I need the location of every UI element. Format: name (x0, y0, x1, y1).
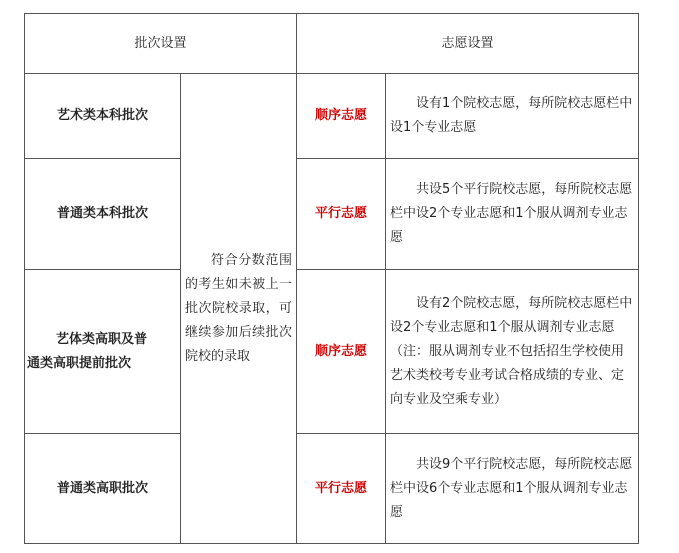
volunteer-type-label: 平行志愿 (315, 206, 368, 221)
volunteer-description: 共设9个平行院校志愿，每所院校志愿栏中设6个专业志愿和1个服从调剂专业志愿 (386, 434, 639, 544)
shared-note: 符合分数范围的考生如未被上一批次院校录取，可继续参加后续批次院校的录取 (181, 74, 297, 544)
header-volunteer-setting: 志愿设置 (297, 14, 639, 74)
table-row (25, 159, 639, 270)
volunteer-type (297, 270, 386, 434)
volunteer-type (297, 159, 386, 270)
volunteer-description: 设有1个院校志愿，每所院校志愿栏中设1个专业志愿 (386, 74, 639, 159)
batch-name: 普通类本科批次 (25, 159, 181, 270)
volunteer-type (297, 74, 386, 159)
batch-name: 艺术类本科批次 (25, 74, 181, 159)
volunteer-description: 共设5个平行院校志愿，每所院校志愿栏中设2个专业志愿和1个服从调剂专业志愿 (386, 159, 639, 270)
volunteer-type-label: 平行志愿 (315, 480, 368, 496)
batch-name (25, 270, 181, 434)
volunteer-type-label: 顺序志愿 (315, 108, 368, 123)
admission-policy-table (24, 13, 639, 544)
batch-name-line1: 艺体类高职及普 (55, 331, 147, 347)
table-row (25, 74, 639, 159)
header-row (25, 14, 639, 74)
header-batch-setting: 批次设置 (25, 14, 297, 74)
batch-name: 普通类高职批次 (25, 434, 181, 544)
batch-name-line2: 通类高职提前批次 (27, 355, 132, 371)
table-row (25, 270, 639, 434)
volunteer-description: 设有2个院校志愿，每所院校志愿栏中设2个专业志愿和1个服从调剂专业志愿（注：服从调剂专业不包括招生学校使用艺术类校考专业考试合格成绩的专业、定向专业及空乘专业） (386, 270, 639, 434)
volunteer-type-label: 顺序志愿 (315, 343, 368, 359)
volunteer-type (297, 434, 386, 544)
table-row (25, 434, 639, 544)
